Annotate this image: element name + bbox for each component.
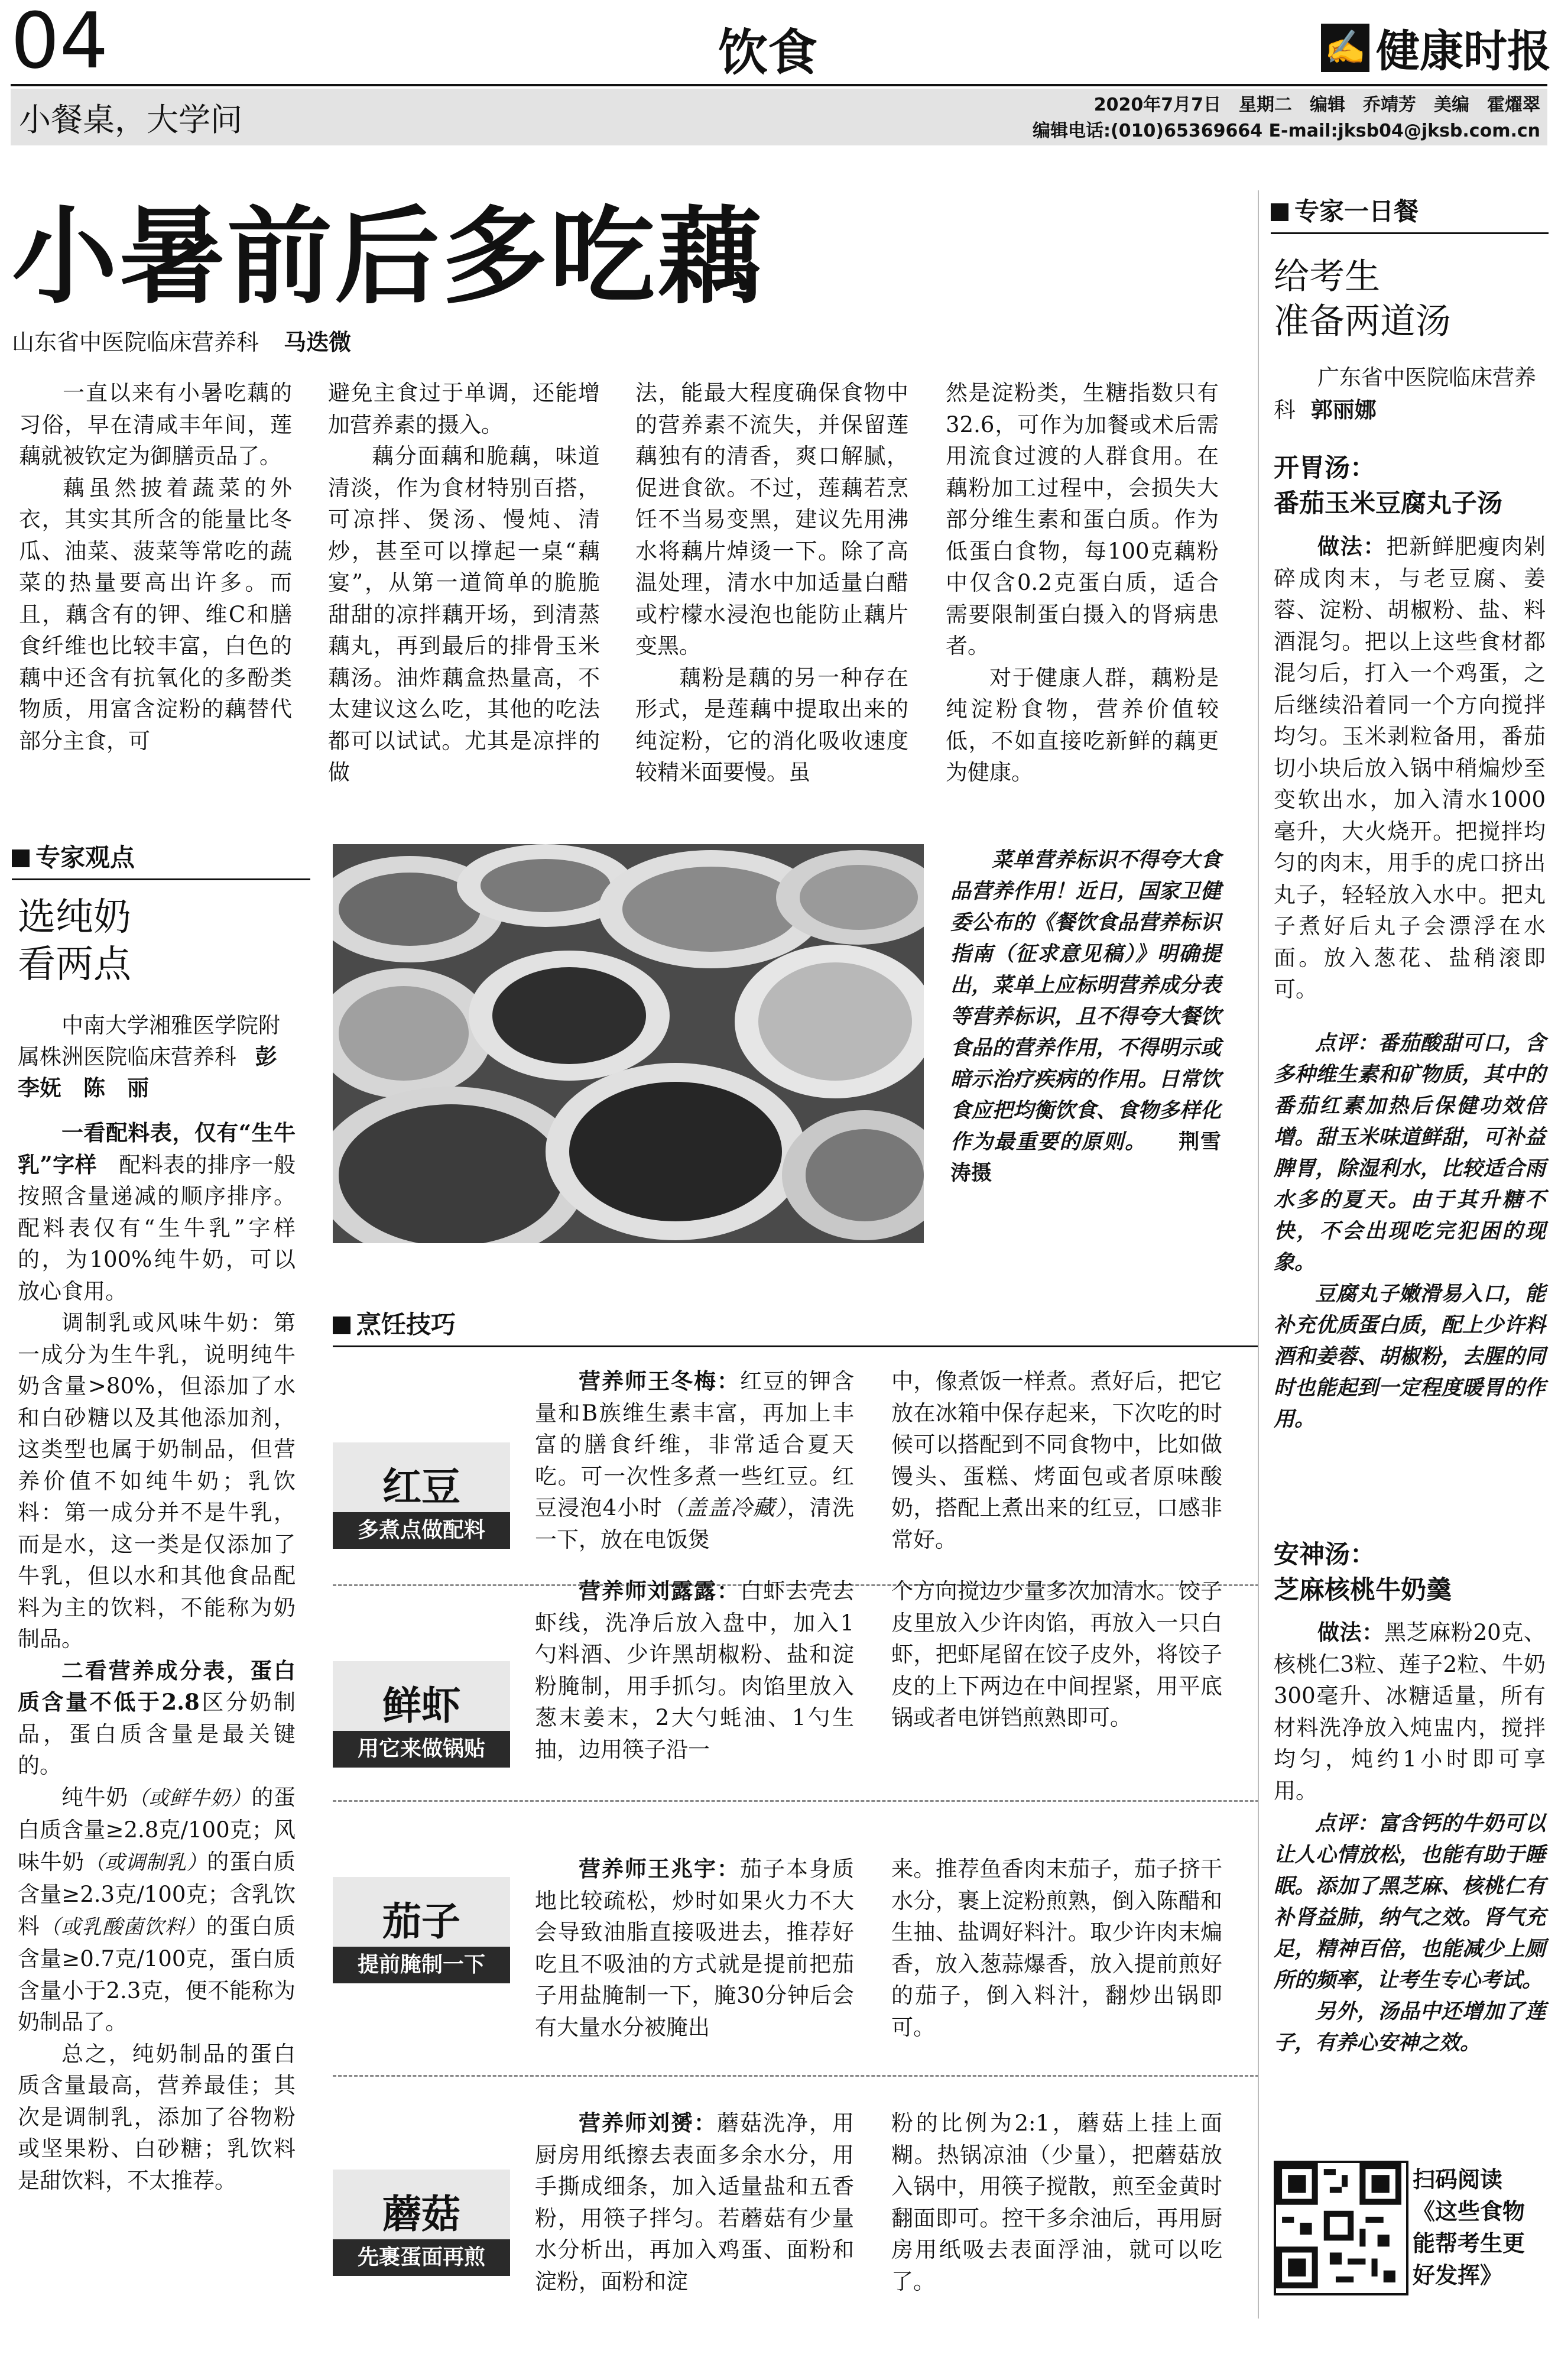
text-run: 红豆的钾含量和B族维生素丰富，再加上丰富的膳食纤维，非常适合夏天吃。可一次性多煮一些红豆。红豆浸泡4小时 <box>535 1369 854 1520</box>
newspaper-logo <box>1321 17 1551 76</box>
soup2-method <box>1274 1617 1546 1807</box>
tip-label-box <box>333 1661 510 1768</box>
tip-text-col1 <box>535 1366 854 1555</box>
section-square-icon <box>12 849 30 867</box>
tip-divider <box>333 1800 1259 1802</box>
main-col-1 <box>19 377 292 757</box>
byline-authors: 彭李妩 陈 丽 <box>18 1043 277 1101</box>
tip-author: 营养师王兆宇： <box>579 1856 740 1882</box>
paragraph <box>1274 1808 1546 1996</box>
title-line: 准备两道汤 <box>1274 301 1451 342</box>
food-photo-illustration <box>333 844 924 1243</box>
expert-day-title <box>1274 254 1451 344</box>
soup2-comment <box>1274 1808 1546 2058</box>
tip-tag: 先裹蛋面再煎 <box>333 2239 510 2276</box>
caption-text: 菜单营养标识不得夸大食品营养作用！近日，国家卫健委公布的《餐饮食品营养标识指南（征求意见稿）》明确提出，菜单上应标明营养成分表等营养标识，且不得夸大餐饮食品的营养作用，不得明示或暗示治疗疾病的作用。日常饮食应把均衡饮食、食物多样化作为最重要的原则。 <box>950 848 1221 1154</box>
tip-name: 茄子 <box>382 1899 460 1944</box>
paragraph: 豆腐丸子嫩滑易入口，能补充优质蛋白质，配上少许料酒和姜蓉、胡椒粉，去腥的同时也能起到一定程度暖胃的作用。 <box>1274 1282 1546 1431</box>
tip-tag: 多煮点做配料 <box>333 1512 510 1549</box>
title-line: 选纯奶 <box>18 896 131 939</box>
qr-code[interactable] <box>1274 2161 1408 2295</box>
point-lead: 一看配料表，仅有“生牛乳”字样 <box>18 1120 296 1178</box>
text-run: 黑芝麻粉20克、核桃仁3粒、莲子2粒、牛奶300毫升、冰糖适量，所有材料洗净放入炖盅内，搅拌均匀，炖约1小时即可享用。 <box>1274 1620 1546 1804</box>
paragraph <box>535 2107 854 2297</box>
paragraph: 然是淀粉类，生糖指数只有32.6，可作为加餐或术后需用流食过渡的人群食用。在藕粉加工过程中，会损失大部分维生素和蛋白质。作为低蛋白食物，每100克藕粉中仅含0.2克蛋白质，适合需要限制蛋白摄入的肾病患者。 <box>946 380 1219 659</box>
food-photo <box>333 844 924 1243</box>
tip-author: 营养师刘赟： <box>579 2110 717 2136</box>
main-byline <box>12 324 351 356</box>
paragraph <box>535 1575 854 1765</box>
page-number: 04 <box>11 0 109 86</box>
soup-title-line: 芝麻核桃牛奶羹 <box>1274 1575 1452 1605</box>
paragraph: 粉的比例为2:1，蘑菇上挂上面糊。热锅凉油（少量），把蘑菇放入锅中，用筷子搅散，煎至金黄时翻面即可。控干多余油后，再用厨房用纸吸去表面浮油，就可以吃了。 <box>891 2110 1222 2294</box>
paragraph: 总之，纯奶制品的蛋白质含量最高，营养最佳；其次是调制乳，添加了谷物粉或坚果粉、白砂糖；乳饮料是甜饮料，不太推荐。 <box>18 2041 296 2193</box>
paragraph: 避免主食过于单调，还能增加营养素的摄入。 <box>328 380 600 437</box>
label: 做法： <box>1317 533 1387 559</box>
note-run: （或鲜牛奶） <box>128 1786 252 1810</box>
tip-text-col2 <box>891 1575 1222 1734</box>
byline-org: 山东省中医院临床营养科 <box>12 329 259 355</box>
masthead-rule <box>11 84 1547 86</box>
note-run: （或乳酸菌饮料） <box>40 1915 206 1939</box>
text-run: 番茄酸甜可口，含多种维生素和矿物质，其中的番茄红素加热后保健功效倍增。甜玉米味道鲜甜，可补益脾胃，除湿利水，比较适合雨水多的夏天。由于其升糖不快，不会出现吃完犯困的现象。 <box>1274 1031 1546 1275</box>
label: 点评： <box>1315 1811 1378 1836</box>
expert-day-header <box>1271 192 1549 234</box>
soup-title-line: 番茄玉米豆腐丸子汤 <box>1274 489 1502 518</box>
main-col-4 <box>946 377 1219 789</box>
photo-caption <box>950 844 1221 1189</box>
qr-code-icon <box>1276 2163 1401 2288</box>
note-run: （或调制乳） <box>84 1850 207 1875</box>
text-run: 纯牛奶 <box>61 1784 129 1810</box>
byline-org: 广东省中医院临床营养科 <box>1274 365 1536 423</box>
paragraph <box>1274 531 1546 1006</box>
text-run: 蘑菇洗净，用厨房用纸擦去表面多余水分，用手撕成细条，加入适量盐和五香粉，用筷子拌匀。若蘑菇有少量水分析出，再加入鸡蛋、面粉和淀粉，面粉和淀 <box>535 2110 854 2294</box>
tip-label-box <box>333 2170 510 2276</box>
section-square-icon <box>1271 203 1288 221</box>
soup1-method <box>1274 531 1546 1006</box>
paragraph: 另外，汤品中还增加了莲子，有养心安神之效。 <box>1274 1999 1546 2055</box>
point-text: 区分奶制品，蛋白质含量是最关键的。 <box>18 1690 296 1778</box>
note-run: （盖盖冷藏） <box>662 1495 787 1520</box>
section-label: 烹饪技巧 <box>356 1310 456 1339</box>
expert-view-byline <box>18 1010 296 1104</box>
paragraph: 调制乳或风味牛奶：第一成分为生牛乳，说明纯牛奶含量>80%，但添加了水和白砂糖以及其他添加剂，这类型也属于奶制品，但营养价值不如纯牛奶；乳饮料：第一成分并不是牛乳，而是水，这一类是仅添加了牛乳，但以水和其他食品配料为主的饮料，不能称为奶制品。 <box>18 1310 296 1652</box>
paragraph: 藕粉是藕的另一种存在形式，是莲藕中提取出来的纯淀粉，它的消化吸收速度较精米面要慢。虽 <box>635 664 908 785</box>
date-line: 2020年7月7日 星期二 编辑 乔靖芳 美编 霍燿翠 <box>1093 95 1540 115</box>
soup-title-line: 开胃汤： <box>1274 453 1375 483</box>
expert-view-title <box>18 894 131 988</box>
right-column-rule <box>1258 190 1259 2319</box>
tip-divider <box>333 2075 1259 2077</box>
byline-org: 中南大学湘雅医学院附属株洲医院临床营养科 <box>18 1013 280 1069</box>
qr-caption: 扫码阅读《这些食物能帮考生更好发挥》 <box>1413 2167 1525 2288</box>
title-line: 给考生 <box>1274 256 1380 297</box>
text-run: 的蛋白质含量≥2.8克/100克；风味牛奶 <box>18 1784 296 1875</box>
logo-icon: ✍ <box>1321 24 1369 72</box>
tip-tag: 提前腌制一下 <box>333 1947 510 1983</box>
tip-label-box <box>333 1442 510 1549</box>
tip-text-col2 <box>891 1853 1222 2043</box>
tip-name: 红豆 <box>382 1464 460 1510</box>
paragraph: 一直以来有小暑吃藕的习俗，早在清咸丰年间，莲藕就被钦定为御膳贡品了。 <box>19 380 292 469</box>
paragraph: 法，能最大程度确保食物中的营养素不流失，并保留莲藕独有的清香，爽口解腻，促进食欲。不过，莲藕若烹饪不当易变黑，建议先用沸水将藕片焯烫一下。除了高温处理，清水中加适量白醋或柠檬水浸泡也能防止藕片变黑。 <box>635 380 908 659</box>
soup-title-line: 安神汤： <box>1274 1540 1375 1570</box>
tip-tag: 用它来做锅贴 <box>333 1731 510 1768</box>
text-run: 茄子本身质地比较疏松，炒时如果火力不大会导致油脂直接吸进去，推荐好吃且不吸油的方式就是提前把茄子用盐腌制一下，腌30分钟后会有大量水分被腌出 <box>535 1856 854 2040</box>
paragraph: 藕虽然披着蔬菜的外衣，其实其所含的能量比冬瓜、油菜、菠菜等常吃的蔬菜的热量要高出许多。而且，藕含有的钾、维C和膳食纤维也比较丰富，白色的藕中还含有抗氧化的多酚类物质，用富含淀粉的藕替代部分主食，可 <box>19 475 292 754</box>
paragraph <box>18 1782 296 2038</box>
paragraph <box>1274 1617 1546 1807</box>
tip-text-col2 <box>891 1366 1222 1555</box>
text-run: 把新鲜肥瘦肉剁碎成肉末，与老豆腐、姜蓉、淀粉、胡椒粉、盐、料酒混匀。把以上这些食材都混匀后，打入一个鸡蛋，之后继续沿着同一个方向搅拌均匀。玉米剥粒备用，番茄切小块后放入锅中稍煸炒至变软出水，加入清水1000毫升，大火烧开。把搅拌均匀的肉末，用手的虎口挤出丸子，轻轻放入水中。把丸子煮好后丸子会漂浮在水面。放入葱花、盐稍滚即可。 <box>1274 534 1546 1002</box>
point-text: 配料表的排序一般按照含量递减的顺序排序。配料表仅有“生牛乳”字样的，为100%纯牛奶，可以放心食用。 <box>18 1152 296 1304</box>
label: 点评： <box>1315 1031 1378 1055</box>
tip-author: 营养师王冬梅： <box>579 1368 740 1394</box>
contact-line: 编辑电话:(010)65369664 E-mail:jksb04@jksb.com.cn <box>1033 121 1540 141</box>
page-subtitle: 小餐桌，大学问 <box>19 101 242 138</box>
byline-author: 郭丽娜 <box>1310 397 1377 423</box>
paragraph <box>535 1366 854 1555</box>
text-run: 的蛋白质含量≥2.3克/100克；含乳饮料 <box>18 1849 296 1939</box>
tip-label-box <box>333 1877 510 1983</box>
expert-day-byline <box>1274 362 1546 426</box>
photo-credit: 荆雪涛摄 <box>950 1130 1221 1185</box>
tip-name: 蘑菇 <box>382 2191 460 2237</box>
text-run: 富含钙的牛奶可以让人心情放松，也能有助于睡眠。添加了黑芝麻、核桃仁有补肾益肺，纳气之效。肾气充足，精神百倍，也能减少上厕所的频率，让考生专心考试。 <box>1274 1811 1546 1992</box>
tip-text-col2 <box>891 2107 1222 2297</box>
section-title: 饮食 <box>718 24 818 82</box>
paragraph <box>18 1655 296 1782</box>
expert-view-body <box>18 1117 296 2196</box>
point-lead: 二看营养成分表，蛋白质含量不低于2.8 <box>18 1657 296 1715</box>
paragraph: 藕分面藕和脆藕，味道清淡，作为食材特别百搭，可凉拌、煲汤、慢炖、清炒，甚至可以撑起一桌“藕宴”，从第一道简单的脆脆甜甜的凉拌藕开场，到清蒸藕丸，再到最后的排骨玉米藕汤。油炸藕盒热量高，不太建议这么吃，其他的吃法都可以试试。尤其是凉拌的做 <box>328 443 600 785</box>
paragraph: 中，像煮饭一样煮。煮好后，把它放在冰箱中保存起来，下次吃的时候可以搭配到不同食物中，比如做馒头、蛋糕、烤面包或者原味酸奶，搭配上煮出来的红豆，口感非常好。 <box>891 1369 1222 1552</box>
paragraph <box>18 1117 296 1307</box>
label: 做法： <box>1317 1619 1384 1645</box>
paragraph: 对于健康人群，藕粉是纯淀粉食物，营养价值较低，不如直接吃新鲜的藕更为健康。 <box>946 664 1219 785</box>
paragraph <box>1274 1027 1546 1278</box>
paragraph <box>535 1853 854 2043</box>
tip-text-col1 <box>535 1853 854 2043</box>
soup1-comment <box>1274 1027 1546 1435</box>
tip-text-col1 <box>535 2107 854 2297</box>
main-col-2 <box>328 377 600 789</box>
tip-name: 鲜虾 <box>382 1683 460 1729</box>
text-run: 白虾去壳去虾线，洗净后放入盘中，加入1勺料酒、少许黑胡椒粉、盐和淀粉腌制，用手抓匀。肉馅里放入葱末姜末，2大勺蚝油、1勺生抽，边用筷子沿一 <box>535 1578 854 1762</box>
tip-text-col1 <box>535 1575 854 1765</box>
section-label: 专家观点 <box>35 843 135 872</box>
paragraph: 个方向搅边少量多次加清水。饺子皮里放入少许肉馅，再放入一只白虾，把虾尾留在饺子皮外，将饺子皮的上下两边在中间捏紧，用平底锅或者电饼铛煎熟即可。 <box>891 1578 1222 1730</box>
tip-author: 营养师刘露露： <box>579 1578 740 1604</box>
paragraph: 来。推荐鱼香肉末茄子，茄子挤干水分，裹上淀粉煎熟，倒入陈醋和生抽、盐调好料汁。取少许肉末煸香，放入葱蒜爆香，放入提前煎好的茄子，倒入料汁，翻炒出锅即可。 <box>891 1856 1222 2040</box>
main-col-3 <box>635 377 908 789</box>
title-line: 看两点 <box>18 943 131 987</box>
expert-view-header <box>12 838 310 880</box>
main-headline: 小暑前后多吃藕 <box>12 196 765 318</box>
section-square-icon <box>333 1317 350 1334</box>
text-run: 的蛋白质含量≥0.7克/100克，蛋白质含量小于2.3克，便不能称为奶制品了。 <box>18 1913 296 2035</box>
logo-text: 健康时报 <box>1376 26 1551 77</box>
soup2-title <box>1274 1537 1452 1608</box>
cooking-tips-header <box>333 1305 1259 1347</box>
soup1-title <box>1274 450 1502 521</box>
byline-author: 马迭微 <box>284 329 352 355</box>
section-label: 专家一日餐 <box>1294 197 1419 226</box>
text-run: ，清洗一下，放在电饭煲 <box>535 1495 854 1552</box>
